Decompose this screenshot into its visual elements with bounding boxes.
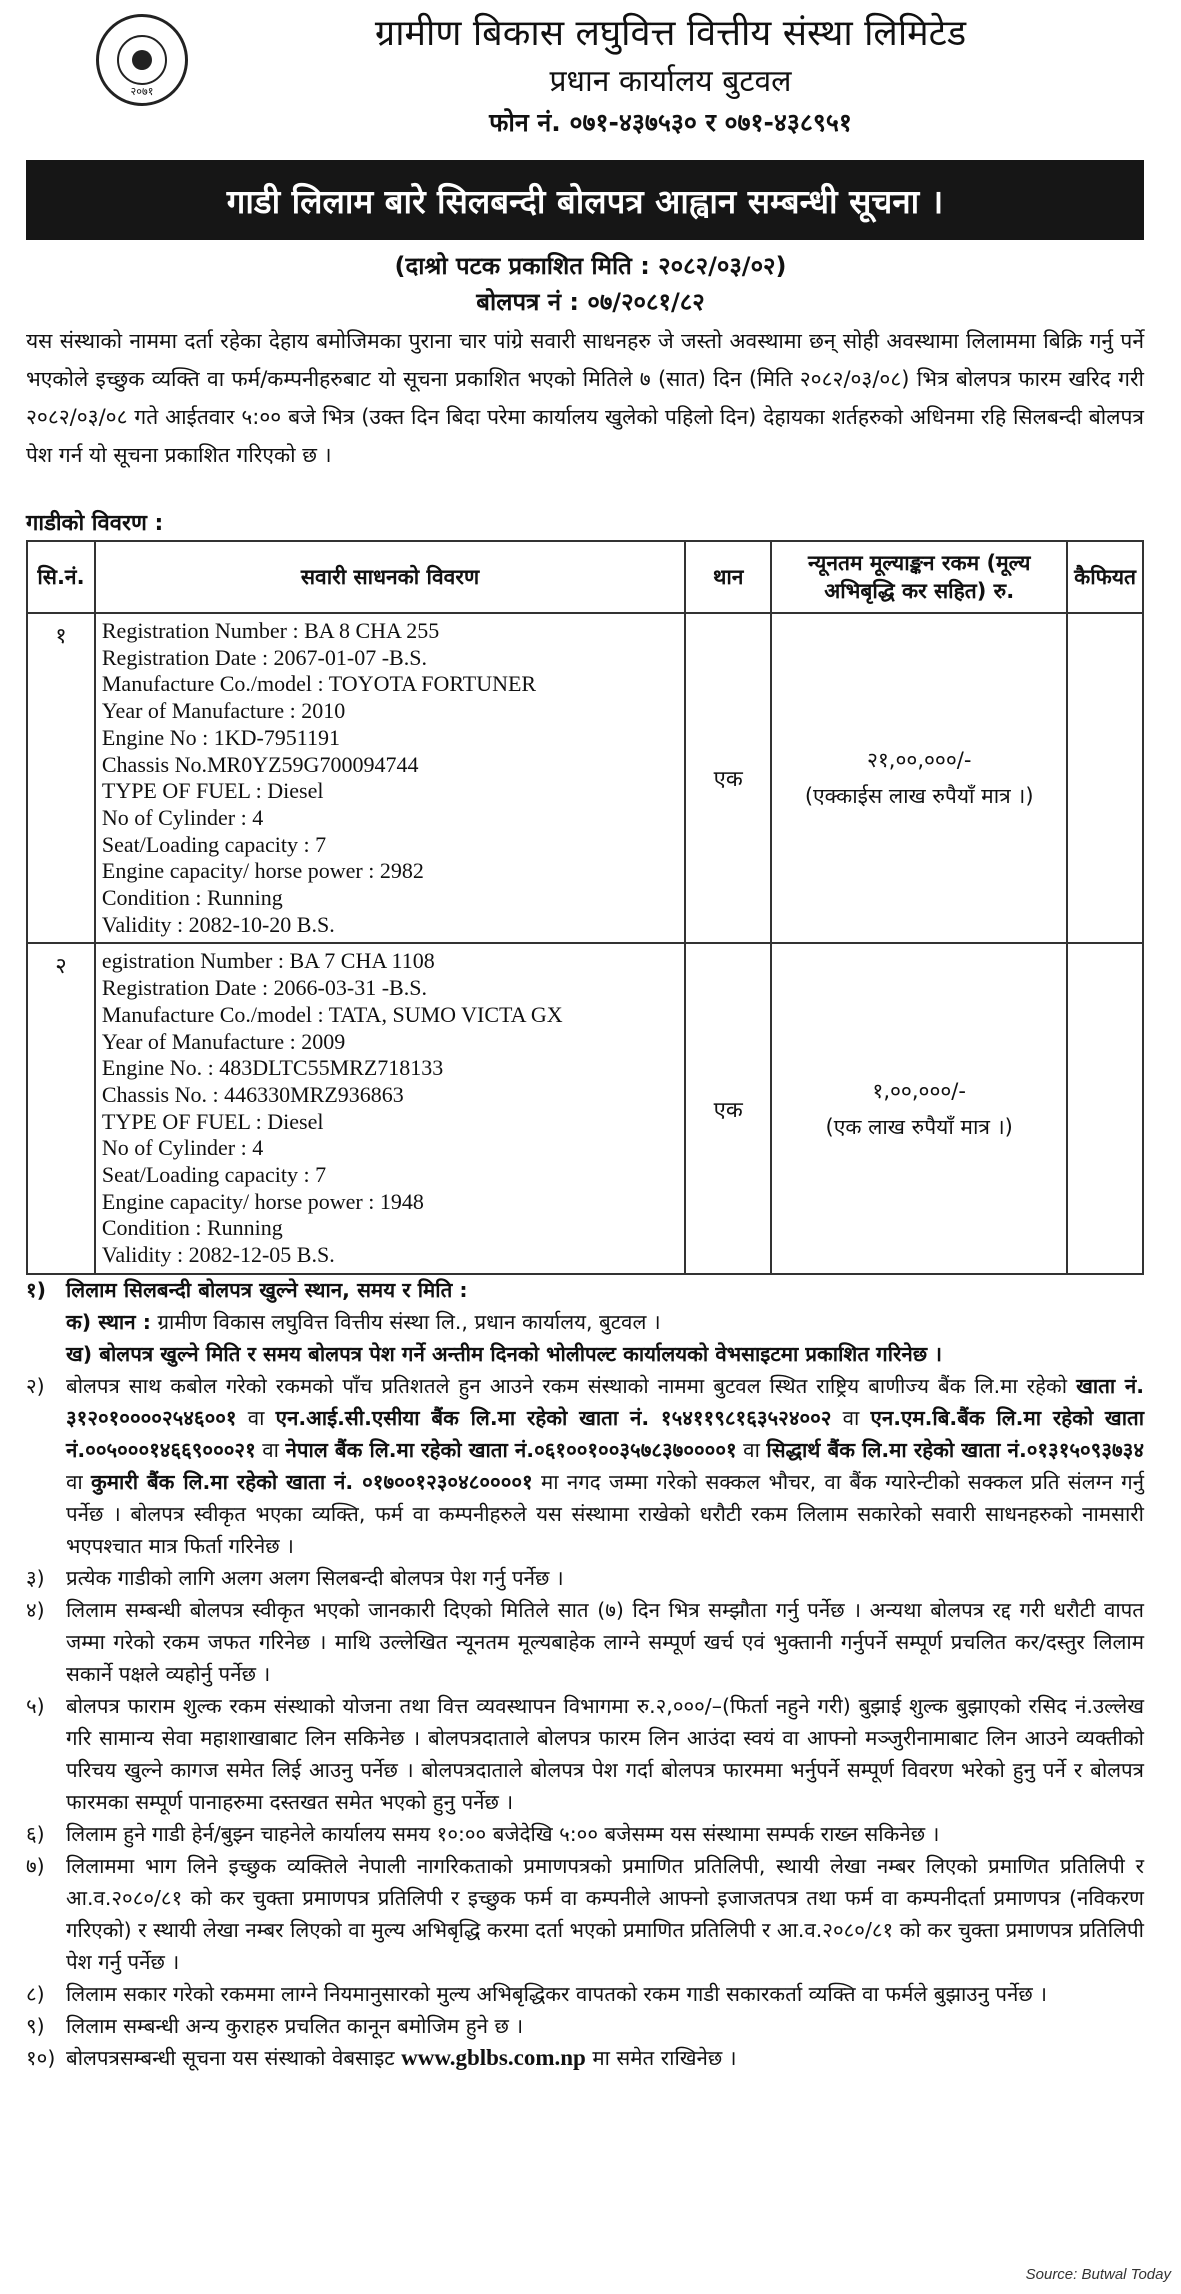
table-row	[27, 943, 1143, 1273]
detail-line: Chassis No.MR0YZ59G700094744	[101, 751, 419, 777]
term-5	[26, 1690, 1144, 1818]
bank-account-nic-asia: एन.आई.सी.एसीया बैंक लि.मा रहेको खाता नं. १५४११९८१६३५२४००२	[275, 1406, 832, 1430]
term-number: ८)	[26, 1982, 45, 2006]
term-number: ६)	[26, 1822, 45, 1846]
detail-line: Registration Number : BA 8 CHA 255	[101, 618, 440, 643]
phone-numbers: फोन नं. ०७१-४३७५३० र ०७१-४३८९५१	[489, 108, 852, 137]
vehicle-details-heading: गाडीको विवरण :	[26, 511, 164, 536]
website-link[interactable]: www.gblbs.com.np	[401, 2045, 586, 2070]
detail-line: Registration Date : 2067-01-07 -B.S.	[101, 644, 427, 670]
detail-line: Validity : 2082-10-20 B.S.	[101, 911, 335, 937]
col-header-min-value: न्यूनतम मूल्याङ्कन रकम (मूल्य अभिबृद्धि कर सहित) रु.	[771, 541, 1067, 613]
text-span: बोलपत्र साथ कबोल गरेको रकमको पाँच प्रतिशतले हुन आउने रकम संस्थाको नाममा बुटवल स्थित राष्ट्रिय बाणीज्य बैंक लि.मा रहेको	[66, 1374, 1077, 1398]
detail-line: No of Cylinder : 4	[101, 804, 264, 830]
text-span: वा	[66, 1470, 92, 1494]
term-text: लिलाममा भाग लिने इच्छुक व्यक्तिले नेपाली नागरिकताको प्रमाणपत्रको प्रमाणित प्रतिलिपी, स्थायी लेखा नम्बर लिएको प्रमाणित प्रतिलिपी र आ.व.२०८०/८१ को कर चुक्ता प्रमाणपत्र प्रतिलिपी र इच्छुक फर्म वा कम्पनीले आफ्नो इजाजतपत्र तथा फर्म वा कम्पनीदर्ता प्रमाणपत्र (नविकरण गरिएको) र स्थायी लेखा नम्बर लिएको वा मुल्य अभिबृद्धि करमा दर्ता भएको प्रमाणित प्रतिलिपी र आ.व.२०८०/८१ को कर चुक्ता प्रमाणपत्र प्रतिलिपी पेश गर्नु पर्नेछ ।	[66, 1854, 1144, 1974]
detail-line: Engine No. : 483DLTC55MRZ718133	[101, 1055, 444, 1081]
price-in-words: (एक्काईस लाख रुपैयाँ मात्र ।)	[804, 784, 1034, 809]
col-header-remarks: कैफियत	[1067, 541, 1143, 613]
detail-line: Seat/Loading capacity : 7	[101, 1162, 327, 1188]
detail-line: Chassis No. : 446330MRZ936863	[101, 1081, 404, 1107]
term-9	[26, 2010, 1144, 2042]
location-text: ग्रामीण विकास लघुवित्त वित्तीय संस्था लि., प्रधान कार्यालय, बुटवल ।	[150, 1310, 661, 1334]
price-amount: २१,००,०००/-	[866, 748, 972, 773]
term-text: लिलाम हुने गाडी हेर्न/बुझ्न चाहनेले कार्यालय समय १०:०० बजेदेखि ५:०० बजेसम्म यस संस्थामा सम्पर्क राख्न सकिनेछ ।	[66, 1822, 940, 1846]
logo-year: २०७१	[130, 85, 154, 98]
detail-line: Condition : Running	[101, 885, 283, 911]
price-amount: १,००,०००/-	[872, 1078, 966, 1103]
logo-hub-icon	[132, 50, 152, 70]
detail-line: Registration Date : 2066-03-31 -B.S.	[101, 975, 427, 1001]
published-date: (दाश्रो पटक प्रकाशित मिति : २०८२/०३/०२)	[394, 252, 787, 280]
row-remarks	[1067, 943, 1143, 1273]
text-span: मा समेत राखिनेछ ।	[585, 2046, 737, 2070]
row-quantity: एक	[685, 943, 771, 1273]
term-text: बोलपत्र फाराम शुल्क रकम संस्थाको योजना तथा वित्त व्यवस्थापन विभागमा रु.२,०००/–(फिर्ता नहुने गरी) बुझाई शुल्क बुझाएको रसिद नं.उल्लेख गरि सामान्य सेवा महाशाखाबाट लिन सकिनेछ । बोलपत्रदाताले बोलपत्र फारम लिन आउंदा स्वयं वा आफ्नो मञ्जुरीनामाबाट लिन आउने व्यक्तीको परिचय खुल्ने कागज समेत लिई आउनु पर्नेछ । बोलपत्रदाताले बोलपत्र पेश गर्दा बोलपत्र फारममा भर्नुपर्ने सम्पूर्ण विवरण भरेको हुनु पर्ने र बोलपत्र फारमका सम्पूर्ण पानाहरुमा दस्तखत समेत भएको हुनु पर्नेछ ।	[66, 1694, 1144, 1814]
text-span: मा नगद जम्मा गरेको सक्कल भौचर, वा बैंक ग्यारेन्टीको सक्कल प्रति संलग्न गर्नु पर्नेछ । बोलपत्र स्वीकृत भएका व्यक्ति, फर्म वा कम्पनीहरुले यस संस्थामा राखेको धरौटी रकम लिलाम सकारेको सवारी साधनहरुको नामसारी भएपश्चात मात्र फिर्ता गरिनेछ ।	[66, 1470, 1144, 1558]
organization-logo	[96, 14, 188, 106]
text-span: वा	[236, 1406, 276, 1430]
row-min-value	[771, 943, 1067, 1273]
term-8	[26, 1978, 1144, 2010]
vehicle-details	[95, 613, 685, 943]
text-span: वा	[736, 1438, 767, 1462]
term-1	[26, 1274, 1144, 1306]
notice-title: गाडी लिलाम बारे सिलबन्दी बोलपत्र आह्वान सम्बन्धी सूचना ।	[26, 160, 1144, 240]
term-text: लिलाम सकार गरेको रकममा लाग्ने नियमानुसारको मुल्य अभिबृद्धिकर वापतको रकम गाडी सकारकर्ता व्यक्ति वा फर्मले बुझाउनु पर्नेछ ।	[66, 1982, 1048, 2006]
term-1-opening-date: ख) बोलपत्र खुल्ने मिति र समय बोलपत्र पेश गर्ने अन्तीम दिनको भोलीपल्ट कार्यालयको वेभसाइटमा प्रकाशित गरिनेछ ।	[66, 1342, 943, 1366]
bank-account-nepal-bank: नेपाल बैंक लि.मा रहेको खाता नं.०६१००१००३५७८३७००००१	[285, 1438, 737, 1462]
row-sn: २	[27, 943, 95, 1273]
col-header-sn: सि.नं.	[27, 541, 95, 613]
detail-line: Seat/Loading capacity : 7	[101, 831, 327, 857]
tender-number: बोलपत्र नं : ०७/२०८१/८२	[476, 288, 705, 316]
term-number: १)	[26, 1278, 47, 1302]
vehicle-details	[95, 943, 685, 1273]
detail-line: No of Cylinder : 4	[101, 1135, 264, 1161]
term-number: ५)	[26, 1694, 45, 1718]
detail-line: Year of Manufacture : 2009	[101, 1028, 346, 1054]
text-span: वा	[255, 1438, 286, 1462]
term-text: लिलाम सम्बन्धी बोलपत्र स्वीकृत भएको जानकारी दिएको मितिले सात (७) दिन भित्र सम्झौता गर्नु पर्नेछ । अन्यथा बोलपत्र रद्द गरी धरौटी वापत जम्मा गरेको रकम जफत गरिनेछ । माथि उल्लेखित न्यूनतम मूल्यबाहेक लाग्ने सम्पूर्ण खर्च एवं भुक्तानी गर्नुपर्ने सम्पूर्ण प्रचलित कर/दस्तुर लिलाम सकार्ने पक्षले व्यहोर्नु पर्नेछ ।	[66, 1598, 1144, 1686]
bank-account-nmb: एन.एम.बि.बैंक लि.मा रहेको खाता नं.००५०००१४६६९०००२१	[66, 1406, 1145, 1462]
term-10	[26, 2042, 1144, 2074]
term-number: ३)	[26, 1566, 45, 1590]
term-3	[26, 1562, 1144, 1594]
col-header-quantity: थान	[685, 541, 771, 613]
terms-list	[26, 1274, 1144, 2074]
term-number: २)	[26, 1374, 45, 1398]
table-row	[27, 613, 1143, 943]
detail-line: Manufacture Co./model : TATA, SUMO VICTA GX	[101, 1001, 563, 1027]
term-number: ७)	[26, 1854, 45, 1878]
term-number: ९)	[26, 2014, 45, 2038]
term-1-location	[26, 1306, 1144, 1338]
term-number: १०)	[26, 2046, 56, 2070]
location-label: क) स्थान :	[66, 1310, 151, 1334]
term-4	[26, 1594, 1144, 1690]
term-text: लिलाम सिलबन्दी बोलपत्र खुल्ने स्थान, समय र मिति :	[66, 1278, 468, 1302]
detail-line: Engine capacity/ horse power : 2982	[101, 858, 424, 884]
notice-header	[0, 0, 1181, 150]
term-text	[66, 2042, 1144, 2074]
intro-paragraph: यस संस्थाको नाममा दर्ता रहेका देहाय बमोजिमका पुराना चार पांग्रे सवारी साधनहरु जे जस्तो अवस्थामा छन् सोही अवस्थामा लिलाममा बिक्रि गर्नु पर्ने भएकोले इच्छुक व्यक्ति वा फर्म/कम्पनीहरुबाट यो सूचना प्रकाशित भएको मितिले ७ (सात) दिन (मिति २०८२/०३/०८) भित्र बोलपत्र फारम खरिद गरी २०८२/०३/०८ गते आईतवार ५:०० बजे भित्र (उक्त दिन बिदा परेमा कार्यालय खुलेको पहिलो दिन) देहायका शर्तहरुको अधिनमा रहि सिलबन्दी बोलपत्र पेश गर्न यो सूचना प्रकाशित गरिएको छ ।	[26, 329, 1144, 467]
text-span: वा	[831, 1406, 871, 1430]
row-sn: १	[27, 613, 95, 943]
detail-line: Engine No : 1KD-7951191	[101, 724, 340, 750]
bank-account-siddhartha: सिद्धार्थ बैंक लि.मा रहेको खाता नं.०१३१५०९३७३४	[766, 1438, 1144, 1462]
price-in-words: (एक लाख रुपैयाँ मात्र ।)	[825, 1114, 1013, 1139]
row-min-value	[771, 613, 1067, 943]
detail-line: egistration Number : BA 7 CHA 1108	[101, 948, 435, 974]
term-7	[26, 1850, 1144, 1978]
term-text: लिलाम सम्बन्धी अन्य कुराहरु प्रचलित कानून बमोजिम हुने छ ।	[66, 2014, 524, 2038]
office-name: प्रधान कार्यालय बुटवल	[549, 64, 792, 99]
term-text	[66, 1370, 1144, 1562]
organization-name: ग्रामीण बिकास लघुवित्त वित्तीय संस्था लिमिटेड	[374, 13, 967, 54]
row-quantity: एक	[685, 613, 771, 943]
bank-account-rbb: खाता नं. ३१२०१००००२५४६००१	[66, 1374, 1145, 1430]
table-header-row	[27, 541, 1143, 613]
col-header-description: सवारी साधनको विवरण	[95, 541, 685, 613]
row-remarks	[1067, 613, 1143, 943]
term-2	[26, 1370, 1144, 1562]
source-credit: Source: Butwal Today	[1025, 2266, 1171, 2283]
detail-line: TYPE OF FUEL : Diesel	[101, 778, 324, 804]
term-6	[26, 1818, 1144, 1850]
detail-line: Manufacture Co./model : TOYOTA FORTUNER	[101, 671, 537, 697]
vehicle-table	[26, 540, 1144, 1275]
detail-line: Year of Manufacture : 2010	[101, 698, 346, 724]
term-number: ४)	[26, 1598, 45, 1622]
bank-account-kumari: कुमारी बैंक लि.मा रहेको खाता नं. ०१७००१२३०४८००००१	[91, 1470, 533, 1494]
detail-line: Engine capacity/ horse power : 1948	[101, 1188, 424, 1214]
detail-line: Condition : Running	[101, 1215, 283, 1241]
term-text: प्रत्येक गाडीको लागि अलग अलग सिलबन्दी बोलपत्र पेश गर्नु पर्नेछ ।	[66, 1566, 564, 1590]
text-span: बोलपत्रसम्बन्धी सूचना यस संस्थाको वेबसाइट	[66, 2046, 402, 2070]
detail-line: TYPE OF FUEL : Diesel	[101, 1108, 324, 1134]
detail-line: Validity : 2082-12-05 B.S.	[101, 1242, 335, 1268]
